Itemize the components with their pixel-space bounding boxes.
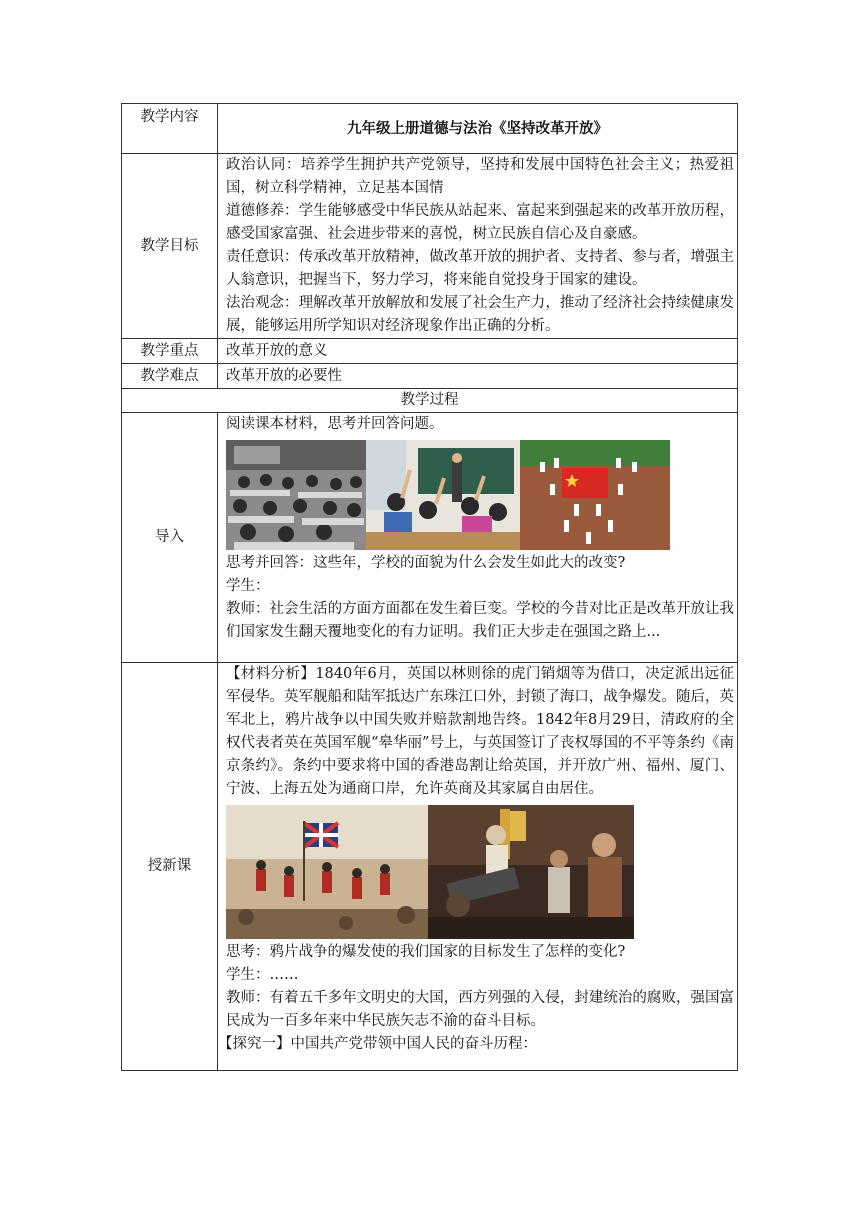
- objective-moral: 道德修养：学生能够感受中华民族从站起来、富起来到强起来的改革开放历程，感受国家富强、社会进步带来的喜悦，树立民族自信心及自豪感。: [226, 203, 734, 242]
- objectives-row: [122, 154, 738, 339]
- intro-row: [122, 413, 738, 663]
- new-lesson-label: 授新课: [147, 858, 192, 874]
- objectives-label-cell: [122, 154, 218, 339]
- key-point-cell: [218, 339, 738, 364]
- modern-classroom-photo: [366, 440, 520, 550]
- process-cell: [122, 389, 738, 413]
- objectives-cell: [218, 154, 738, 339]
- intro-cell: [218, 413, 738, 663]
- new-lesson-cell: [218, 663, 738, 1071]
- objective-political: 政治认同：培养学生拥护共产党领导，坚持和发展中国特色社会主义；热爱祖国，树立科学精神，立足基本国情: [226, 157, 734, 196]
- key-point-label-cell: [122, 339, 218, 364]
- new-lesson-image-row: [226, 805, 734, 939]
- header-row: [122, 104, 738, 154]
- objective-responsibility: 责任意识：传承改革开放精神，做改革开放的拥护者、支持者、参与者，增强主人翁意识，把握当下，努力学习，将来能自觉投身于国家的建设。: [226, 249, 734, 288]
- intro-label: 导入: [155, 529, 184, 545]
- key-point-label: 教学重点: [140, 342, 199, 359]
- flag-formation-photo: [520, 440, 670, 550]
- lesson-title: 九年级上册道德与法治《坚持改革开放》: [347, 119, 608, 137]
- new-lesson-teacher: 教师：有着五千多年文明史的大国，西方列强的入侵，封建统治的腐败，强国富民成为一百多年来中华民族矢志不渝的奋斗目标。: [226, 990, 734, 1029]
- new-lesson-label-cell: [122, 663, 218, 1071]
- intro-image-row: [226, 440, 734, 550]
- difficulty-text: 改革开放的必要性: [226, 367, 342, 384]
- new-lesson-question: 思考：鸦片战争的爆发使的我们国家的目标发生了怎样的变化?: [226, 944, 626, 960]
- difficulty-label: 教学难点: [140, 367, 199, 384]
- content-label-cell: [122, 104, 218, 154]
- intro-label-cell: [122, 413, 218, 663]
- key-point-text: 改革开放的意义: [226, 342, 328, 359]
- opium-war-diorama-photo: [428, 805, 634, 939]
- new-lesson-student: 学生：……: [226, 967, 299, 983]
- objective-law: 法治观念：理解改革开放解放和发展了社会生产力，推动了经济社会持续健康发展，能够运用所学知识对经济现象作出正确的分析。: [226, 295, 734, 334]
- title-cell: [218, 104, 738, 154]
- difficulty-label-cell: [122, 364, 218, 389]
- difficulty-row: [122, 364, 738, 389]
- content-label: 教学内容: [140, 109, 199, 125]
- new-lesson-row: [122, 663, 738, 1071]
- process-label: 教学过程: [400, 392, 459, 408]
- objectives-label: 教学目标: [140, 237, 199, 254]
- intro-teacher: 教师：社会生活的方面方面都在发生着巨变。学校的今昔对比正是改革开放让我们国家发生翻天覆地变化的有力证明。我们正大步走在强国之路上...: [226, 601, 734, 640]
- intro-question: 思考并回答：这些年，学校的面貌为什么会发生如此大的改变?: [226, 555, 626, 571]
- old-classroom-photo: [226, 440, 366, 550]
- material-analysis: 【材料分析】1840年6月，英国以林则徐的虎门销烟等为借口，决定派出远征军侵华。英军舰船和陆军抵达广东珠江口外，封锁了海口，战争爆发。随后，英军北上，鸦片战争以中国失败并赔款割地告终。1842年8月29日，清政府的全权代表者英在英国军舰“皋华丽”号上，与英国签订了丧权辱国的不平等条约《南京条约》。条约中要求将中国的香港岛割让给英国，并开放广州、福州、厦门、宁波、上海五处为通商口岸，允许英商及其家属自由居住。: [226, 666, 734, 797]
- difficulty-cell: [218, 364, 738, 389]
- explore-one: 【探究一】中国共产党带领中国人民的奋斗历程：: [218, 1036, 537, 1052]
- process-row: [122, 389, 738, 413]
- intro-student: 学生：: [226, 578, 270, 594]
- key-point-row: [122, 339, 738, 364]
- intro-lead: 阅读课本材料，思考并回答问题。: [226, 416, 444, 432]
- lesson-plan-table: [121, 103, 738, 1071]
- opium-war-battle-painting: [226, 805, 428, 939]
